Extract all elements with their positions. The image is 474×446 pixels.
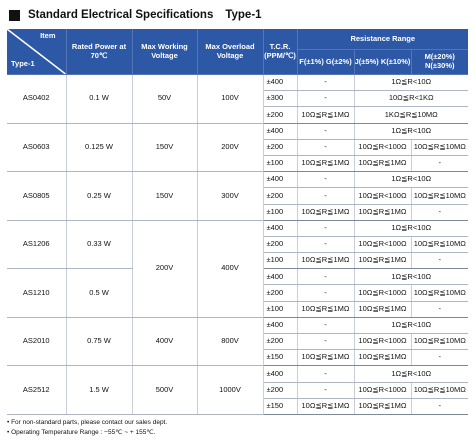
tcr-cell: ±400	[263, 269, 297, 285]
range-j-cell: 10Ω≦R≦1MΩ	[354, 350, 411, 366]
type-cell: AS1210	[7, 269, 66, 318]
table-row	[7, 75, 468, 91]
tcr-cell: ±400	[263, 172, 297, 188]
tcr-cell: ±100	[263, 204, 297, 220]
range-jm-cell: 1KΩ≦R≦10MΩ	[354, 107, 468, 123]
tcr-header: T.C.R. (PPM/℃)	[263, 29, 297, 75]
range-f-cell: -	[297, 334, 354, 350]
table-row	[7, 172, 468, 188]
tcr-cell: ±200	[263, 382, 297, 398]
tcr-cell: ±150	[263, 350, 297, 366]
range-f-cell: 10Ω≦R≦1MΩ	[297, 155, 354, 171]
range-m-cell: -	[411, 253, 468, 269]
range-f-cell: -	[297, 366, 354, 382]
item-label: Item	[40, 31, 56, 40]
range-j-cell: 10Ω≦R<100Ω	[354, 334, 411, 350]
range-f-cell: -	[297, 269, 354, 285]
working-voltage-cell: 200V	[132, 220, 197, 317]
tcr-cell: ±150	[263, 398, 297, 414]
overload-voltage-cell: 800V	[197, 317, 263, 366]
range-j-cell: 10Ω≦R≦1MΩ	[354, 204, 411, 220]
tolerance-m-n-header: M(±20%) N(±30%)	[411, 50, 468, 75]
range-f-cell: -	[297, 91, 354, 107]
tcr-cell: ±100	[263, 301, 297, 317]
section-title	[9, 6, 262, 24]
range-jm-cell: 10Ω≦R<1KΩ	[354, 91, 468, 107]
range-jm-cell: 1Ω≦R<10Ω	[354, 123, 468, 139]
range-jm-cell: 1Ω≦R<10Ω	[354, 366, 468, 382]
range-f-cell: 10Ω≦R≦1MΩ	[297, 107, 354, 123]
range-m-cell: 10Ω≦R≦10MΩ	[411, 188, 468, 204]
tcr-cell: ±100	[263, 155, 297, 171]
overload-voltage-cell: 400V	[197, 220, 263, 317]
tcr-cell: ±200	[263, 107, 297, 123]
black-square-icon	[9, 10, 20, 21]
type-cell: AS1206	[7, 220, 66, 269]
range-jm-cell: 1Ω≦R<10Ω	[354, 172, 468, 188]
table-row	[7, 317, 468, 333]
range-jm-cell: 1Ω≦R<10Ω	[354, 220, 468, 236]
range-f-cell: 10Ω≦R≦1MΩ	[297, 350, 354, 366]
table-row	[7, 366, 468, 382]
range-j-cell: 10Ω≦R<100Ω	[354, 382, 411, 398]
type-cell: AS0603	[7, 123, 66, 172]
range-jm-cell: 1Ω≦R<10Ω	[354, 317, 468, 333]
footnotes	[7, 418, 167, 438]
range-j-cell: 10Ω≦R<100Ω	[354, 188, 411, 204]
table-row	[7, 123, 468, 139]
title-type: Type-1	[225, 9, 262, 21]
note-temperature: • Operating Temperature Range : −55℃ ~ + 155℃.	[7, 429, 156, 436]
type-cell: AS0402	[7, 75, 66, 124]
range-m-cell: 10Ω≦R≦10MΩ	[411, 382, 468, 398]
range-j-cell: 10Ω≦R<100Ω	[354, 139, 411, 155]
range-m-cell: 10Ω≦R≦10MΩ	[411, 285, 468, 301]
working-voltage-cell: 150V	[132, 172, 197, 221]
range-f-cell: -	[297, 285, 354, 301]
power-cell: 0.5 W	[66, 269, 132, 318]
working-voltage-cell: 400V	[132, 317, 197, 366]
range-f-cell: -	[297, 236, 354, 252]
range-jm-cell: 1Ω≦R<10Ω	[354, 75, 468, 91]
tcr-cell: ±100	[263, 253, 297, 269]
range-f-cell: 10Ω≦R≦1MΩ	[297, 204, 354, 220]
type-cell: AS2010	[7, 317, 66, 366]
range-f-cell: -	[297, 75, 354, 91]
power-cell: 0.33 W	[66, 220, 132, 269]
item-type-header	[7, 29, 66, 75]
type-cell: AS2512	[7, 366, 66, 415]
tcr-cell: ±200	[263, 139, 297, 155]
tcr-cell: ±200	[263, 236, 297, 252]
tcr-cell: ±400	[263, 366, 297, 382]
range-m-cell: 10Ω≦R≦10MΩ	[411, 139, 468, 155]
note-nonstandard: • For non-standard parts, please contact our sales dept.	[7, 419, 168, 426]
type-cell: AS0805	[7, 172, 66, 221]
range-f-cell: -	[297, 317, 354, 333]
resistance-range-header: Resistance Range	[297, 29, 468, 50]
range-f-cell: -	[297, 123, 354, 139]
overload-voltage-cell: 200V	[197, 123, 263, 172]
power-cell: 0.125 W	[66, 123, 132, 172]
tolerance-f-g-header: F(±1%) G(±2%)	[297, 50, 354, 75]
power-cell: 1.5 W	[66, 366, 132, 415]
range-m-cell: -	[411, 301, 468, 317]
working-voltage-cell: 500V	[132, 366, 197, 415]
range-j-cell: 10Ω≦R≦1MΩ	[354, 301, 411, 317]
tcr-cell: ±400	[263, 220, 297, 236]
range-j-cell: 10Ω≦R≦1MΩ	[354, 253, 411, 269]
range-m-cell: -	[411, 204, 468, 220]
power-cell: 0.1 W	[66, 75, 132, 124]
title-text: Standard Electrical Specifications	[28, 9, 214, 21]
overload-voltage-cell: 100V	[197, 75, 263, 124]
max-overload-header: Max Overload Voltage	[197, 29, 263, 75]
range-jm-cell: 1Ω≦R<10Ω	[354, 269, 468, 285]
range-f-cell: -	[297, 139, 354, 155]
range-f-cell: 10Ω≦R≦1MΩ	[297, 301, 354, 317]
range-f-cell: -	[297, 172, 354, 188]
spec-table	[7, 29, 468, 415]
tcr-cell: ±200	[263, 285, 297, 301]
tcr-cell: ±200	[263, 334, 297, 350]
tolerance-j-k-header: J(±5%) K(±10%)	[354, 50, 411, 75]
range-j-cell: 10Ω≦R<100Ω	[354, 285, 411, 301]
range-j-cell: 10Ω≦R<100Ω	[354, 236, 411, 252]
overload-voltage-cell: 300V	[197, 172, 263, 221]
range-j-cell: 10Ω≦R≦1MΩ	[354, 398, 411, 414]
power-cell: 0.75 W	[66, 317, 132, 366]
range-m-cell: 10Ω≦R≦10MΩ	[411, 334, 468, 350]
range-f-cell: -	[297, 220, 354, 236]
type-label: Type-1	[11, 59, 35, 69]
tcr-cell: ±400	[263, 75, 297, 91]
working-voltage-cell: 50V	[132, 75, 197, 124]
range-f-cell: -	[297, 382, 354, 398]
range-j-cell: 10Ω≦R≦1MΩ	[354, 155, 411, 171]
max-working-header: Max Working Voltage	[132, 29, 197, 75]
tcr-cell: ±400	[263, 123, 297, 139]
tcr-cell: ±200	[263, 188, 297, 204]
range-m-cell: -	[411, 155, 468, 171]
power-cell: 0.25 W	[66, 172, 132, 221]
range-m-cell: 10Ω≦R≦10MΩ	[411, 236, 468, 252]
range-f-cell: 10Ω≦R≦1MΩ	[297, 398, 354, 414]
rated-power-header: Rated Power at 70℃	[66, 29, 132, 75]
tcr-cell: ±300	[263, 91, 297, 107]
table-row	[7, 220, 468, 236]
working-voltage-cell: 150V	[132, 123, 197, 172]
range-m-cell: -	[411, 350, 468, 366]
range-f-cell: -	[297, 188, 354, 204]
tcr-cell: ±400	[263, 317, 297, 333]
overload-voltage-cell: 1000V	[197, 366, 263, 415]
range-m-cell: -	[411, 398, 468, 414]
range-f-cell: 10Ω≦R≦1MΩ	[297, 253, 354, 269]
